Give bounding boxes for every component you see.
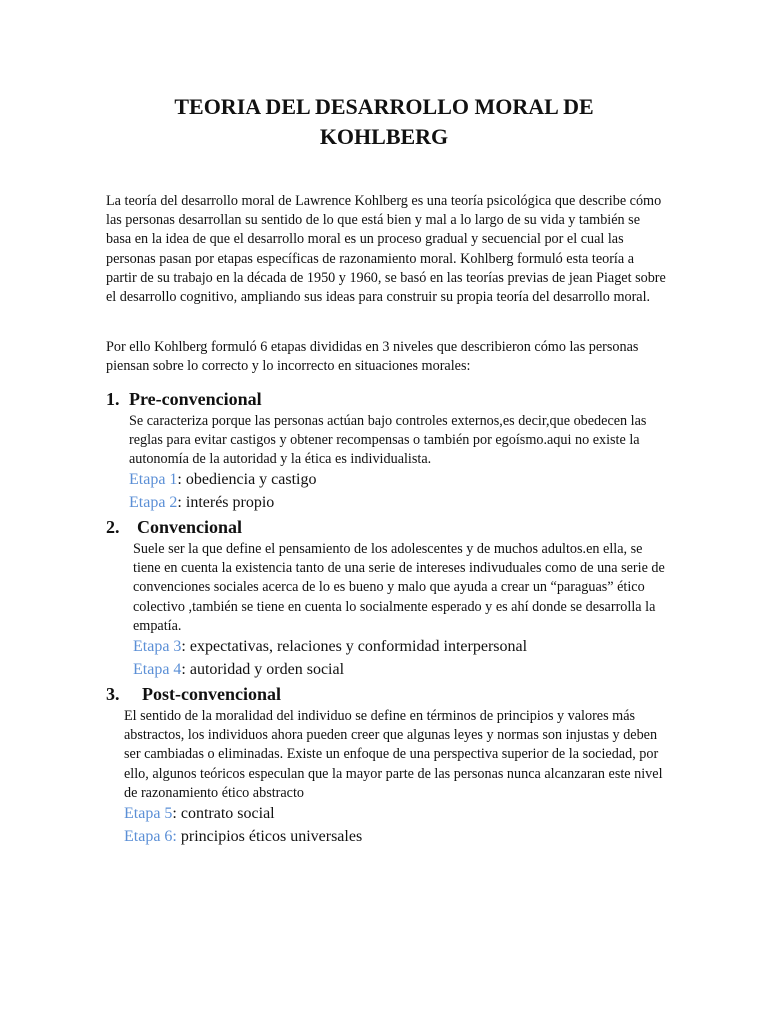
stage-5-label: Etapa 5 bbox=[124, 805, 173, 822]
intro-paragraph: La teoría del desarrollo moral de Lawrence Kohlberg es una teoría psicológica que describe cómo las personas desarrollan su sentido de lo que está bien y mal a lo largo de su vida y también se basa en la idea de que el desarrollo moral es un proceso gradual y secuencial por el cual las personas pasan por etapas específicas de razonamiento moral. Kohlberg formuló esta teoría a partir de su trabajo en la década de 1950 y 1960, se basó en las teorías previas de jean Piaget sobre el desarrollo cognitivo, ampliando sus ideas para construir su propia teoría del desarrollo moral. bbox=[106, 193, 666, 306]
level-2-description: Suele ser la que define el pensamiento de los adolescentes y de muchos adultos.en ella, se tiene en cuenta la existencia tanto de una serie de intereses indivuduales como de una serie de convenciones sociales acerca de lo es bueno y malo que ayuda a crear un “paraguas” ético colectivo ,también se tiene en cuenta lo socialmente esperado y es ahí donde se desarrolla la empatía. bbox=[133, 541, 665, 634]
level-3-number: 3. bbox=[106, 684, 120, 704]
title-line-2: KOHLBERG bbox=[319, 124, 449, 149]
stage-2-label: Etapa 2 bbox=[129, 494, 178, 511]
level-3-name: Post-convencional bbox=[142, 684, 281, 704]
level-1-description: Se caracteriza porque las personas actúan bajo controles externos,es decir,que obedecen las reglas para evitar castigos y obtener recompensas o también por egoísmo.aqui no existe la autonomía de la autoridad y la ética es individualista. bbox=[129, 413, 647, 468]
stage-6-text: principios éticos universales bbox=[176, 828, 363, 845]
stage-6-label: Etapa 6: bbox=[124, 828, 177, 845]
stage-4 bbox=[133, 659, 344, 681]
level-3-description: El sentido de la moralidad del individuo se define en términos de principios y valores más abstractos, los individuos ahora pueden creer que algunas leyes y normas son injustas y deben ser cambiadas o eliminadas. Existe un enfoque de una perspectiva superior de la sociedad, por ello, algunos teóricos especulan que la mayor parte de las personas nunca alcanzaran este nivel de razonamiento ético abstracto bbox=[124, 708, 663, 801]
levels-intro-paragraph: Por ello Kohlberg formuló 6 etapas divididas en 3 niveles que describieron cómo las personas piensan sobre lo correcto y lo incorrecto en situaciones morales: bbox=[106, 339, 639, 375]
stage-4-label: Etapa 4 bbox=[133, 661, 182, 678]
stage-2 bbox=[129, 492, 274, 514]
stage-2-text: : interés propio bbox=[177, 494, 275, 511]
stage-5 bbox=[124, 803, 275, 825]
page-title bbox=[100, 92, 668, 152]
stage-3 bbox=[133, 636, 527, 658]
level-1-number: 1. bbox=[106, 389, 120, 409]
stage-3-text: : expectativas, relaciones y conformidad interpersonal bbox=[181, 638, 528, 655]
stage-3-label: Etapa 3 bbox=[133, 638, 182, 655]
stage-1-label: Etapa 1 bbox=[129, 471, 178, 488]
stage-4-text: : autoridad y orden social bbox=[181, 661, 345, 678]
stage-6 bbox=[124, 826, 362, 848]
level-1-name: Pre-convencional bbox=[129, 389, 262, 409]
stage-1-text: : obediencia y castigo bbox=[177, 471, 317, 488]
title-line-1: TEORIA DEL DESARROLLO MORAL DE bbox=[174, 94, 594, 119]
stage-5-text: : contrato social bbox=[172, 805, 275, 822]
level-2-number: 2. bbox=[106, 517, 120, 537]
stage-1 bbox=[129, 469, 316, 491]
level-2-name: Convencional bbox=[137, 517, 243, 537]
